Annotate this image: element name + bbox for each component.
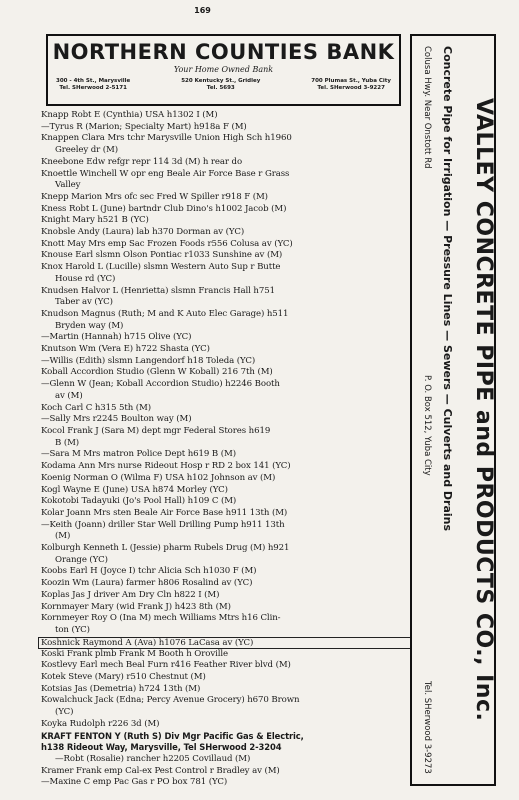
listing-entry: Koozin Wm (Laura) farmer h806 Rosalind av (YC): [41, 578, 253, 589]
listing-entry: Koch Carl C h315 5th (M): [41, 402, 151, 413]
bank-name: NORTHERN COUNTIES BANK: [52, 40, 395, 64]
listing-entry: B (M): [55, 437, 80, 448]
page-number: 169: [194, 6, 211, 15]
listing-entry: Bryden way (M): [55, 320, 124, 331]
bank-office-yuba-city: [311, 78, 391, 92]
office-address: 300 - 4th St., Marysville: [56, 78, 131, 84]
listing-entry: —Tyrus R (Marion; Specialty Mart) h918a F (M): [41, 121, 247, 132]
office-tel: Tel. SHerwood 2-5171: [59, 85, 127, 91]
listing-entry: Knepp Marion Mrs ofc sec Fred W Spiller r918 F (M): [41, 191, 268, 202]
listing-entry: Kneebone Edw refgr repr 114 3d (M) h rear do: [41, 156, 243, 167]
listing-entry: —Maxine C emp Pac Gas r PO box 781 (YC): [41, 777, 228, 788]
side-ad-headline: VALLEY CONCRETE PIPE and PRODUCTS CO., Inc.: [471, 98, 496, 722]
listing-entry: Kokotobi Tadayuki (Jo's Pool Hall) h109 C (M): [41, 496, 237, 507]
bank-offices: [48, 74, 399, 92]
listing-entry: Koenig Norman O (Wilma F) USA h102 Johnson av (M): [41, 472, 276, 483]
listing-entry: Kotsias Jas (Demetria) h724 13th (M): [41, 683, 201, 694]
office-address: 700 Plumas St., Yuba City: [311, 78, 391, 84]
listing-entry: (YC): [55, 707, 74, 718]
listing-entry: Knudson Magnus (Ruth; M and K Auto Elec Garage) h511: [41, 308, 289, 319]
bank-office-gridley: [181, 78, 260, 92]
listing-entry: Orange (YC): [55, 554, 108, 565]
listing-entry: Kramer Frank emp Cal-ex Pest Control r Bradley av (M): [41, 765, 280, 776]
side-advertisement: [410, 34, 496, 786]
listing-entry: av (M): [55, 390, 83, 401]
listing-entry: KRAFT FENTON Y (Ruth S) Div Mgr Pacific Gas & Electric,: [41, 730, 304, 741]
directory-listing: [41, 110, 409, 789]
listing-entry: —Glenn W (Jean; Koball Accordion Studio) h2246 Booth: [41, 379, 280, 390]
listing-entry: —Sara M Mrs matron Police Dept h619 B (M): [41, 449, 236, 460]
listing-entry: Kowalchuck Jack (Edna; Percy Avenue Grocery) h670 Brown: [41, 695, 300, 706]
side-ad-products-text: Concrete Pipe for Irrigation — Pressure Lines — Sewers — Culverts and Drains: [441, 46, 454, 532]
listing-entry: Koski Frank plmb Frank M Booth h Oroville: [41, 648, 229, 659]
listing-entry: (M): [55, 531, 71, 542]
listing-entry: Knott May Mrs emp Sac Frozen Foods r556 Colusa av (YC): [41, 238, 293, 249]
listing-entry: Knoettle Winchell W opr eng Beale Air Force Base r Grass: [41, 168, 290, 179]
listing-entry: h138 Rideout Way, Marysville, Tel SHerwood 2-3204: [41, 742, 282, 753]
office-tel: Tel. SHerwood 3-9227: [317, 85, 385, 91]
bank-tagline: Your Home Owned Bank: [173, 65, 274, 74]
listing-entry: House rd (YC): [55, 273, 116, 284]
listing-entry: Koplas Jas J driver Am Dry Cln h822 I (M): [41, 589, 220, 600]
listing-entry: Koyka Rudolph r226 3d (M): [41, 718, 160, 729]
listing-entry: —Robt (Rosalie) rancher h2205 Covillaud (M): [55, 753, 251, 764]
listing-entry: Koobs Earl H (Joyce I) tchr Alicia Sch h1030 F (M): [41, 566, 257, 577]
listing-entry: Kocol Frank J (Sara M) dept mgr Federal Stores h619: [41, 425, 271, 436]
listing-entry: Kogl Wayne E (June) USA h874 Morley (YC): [41, 484, 228, 495]
listing-entry: Kostlevy Earl mech Beal Furn r416 Feather River blvd (M): [41, 660, 291, 671]
side-ad-phone: Tel. SHerwood 3-9273: [422, 681, 432, 774]
listing-entry: —Martin (Hannah) h715 Olive (YC): [41, 332, 192, 343]
listing-entry: Knapp Robt E (Cynthia) USA h1302 I (M): [41, 110, 218, 120]
highlighted-listing-entry: Koshnick Raymond A (Ava) h1076 LaCasa av (YC): [38, 637, 412, 649]
listing-entry: Kornmayer Mary (wid Frank J) h423 8th (M): [41, 601, 231, 612]
side-ad-po-box: P. O. Box 512, Yuba City: [422, 374, 432, 476]
listing-entry: Koball Accordion Studio (Glenn W Koball) 216 7th (M): [41, 367, 273, 378]
listing-entry: Knutson Wm (Vera E) h722 Shasta (YC): [41, 344, 210, 355]
listing-entry: Kness Robt L (June) bartndr Club Dino's h1002 Jacob (M): [41, 203, 287, 214]
listing-entry: Taber av (YC): [55, 297, 113, 308]
listing-entry: Knudsen Halvor L (Henrietta) slsmn Francis Hall h751: [41, 285, 275, 296]
bank-advertisement: [46, 34, 401, 106]
listing-entry: Kolburgh Kenneth L (Jessie) pharm Rubels Drug (M) h921: [41, 543, 290, 554]
side-ad-location: Colusa Hwy. Near Onstott Rd: [422, 46, 432, 169]
office-tel: Tel. 5693: [206, 85, 235, 91]
office-address: 520 Kentucky St., Gridley: [181, 78, 261, 84]
listing-entry: Knouse Earl slsmn Olson Pontiac r1033 Sunshine av (M): [41, 250, 283, 261]
listing-entry: Knight Mary h521 B (YC): [41, 215, 149, 226]
listing-entry: Kornmeyer Roy O (Ina M) mech Williams Mtrs h16 Clin-: [41, 613, 281, 624]
listing-entry: —Sally Mrs r2245 Boulton way (M): [41, 414, 192, 425]
listing-entry: Greeley dr (M): [55, 145, 119, 156]
side-ad-products: [434, 36, 454, 784]
listing-entry: Knobsle Andy (Laura) lab h370 Dorman av (YC): [41, 227, 245, 238]
listing-entry: Knox Harold L (Lucille) slsmn Western Auto Sup r Butte: [41, 262, 281, 273]
listing-entry: Kotek Steve (Mary) r510 Chestnut (M): [41, 672, 206, 683]
bank-office-marysville: [56, 78, 130, 92]
listing-entry: Kodama Ann Mrs nurse Rideout Hosp r RD 2 box 141 (YC): [41, 461, 291, 472]
listing-entry: Kolar Joann Mrs sten Beale Air Force Base h911 13th (M): [41, 507, 288, 518]
listing-entry: ton (YC): [55, 624, 90, 635]
listing-entry: Knappen Clara Mrs tchr Marysville Union High Sch h1960: [41, 133, 292, 144]
listing-entry: —Willis (Edith) slsmn Langendorf h18 Toleda (YC): [41, 355, 256, 366]
listing-entry: Valley: [55, 180, 81, 191]
side-ad-contact: [416, 36, 432, 784]
listing-entry: —Keith (Joann) driller Star Well Drilling Pump h911 13th: [41, 519, 285, 530]
